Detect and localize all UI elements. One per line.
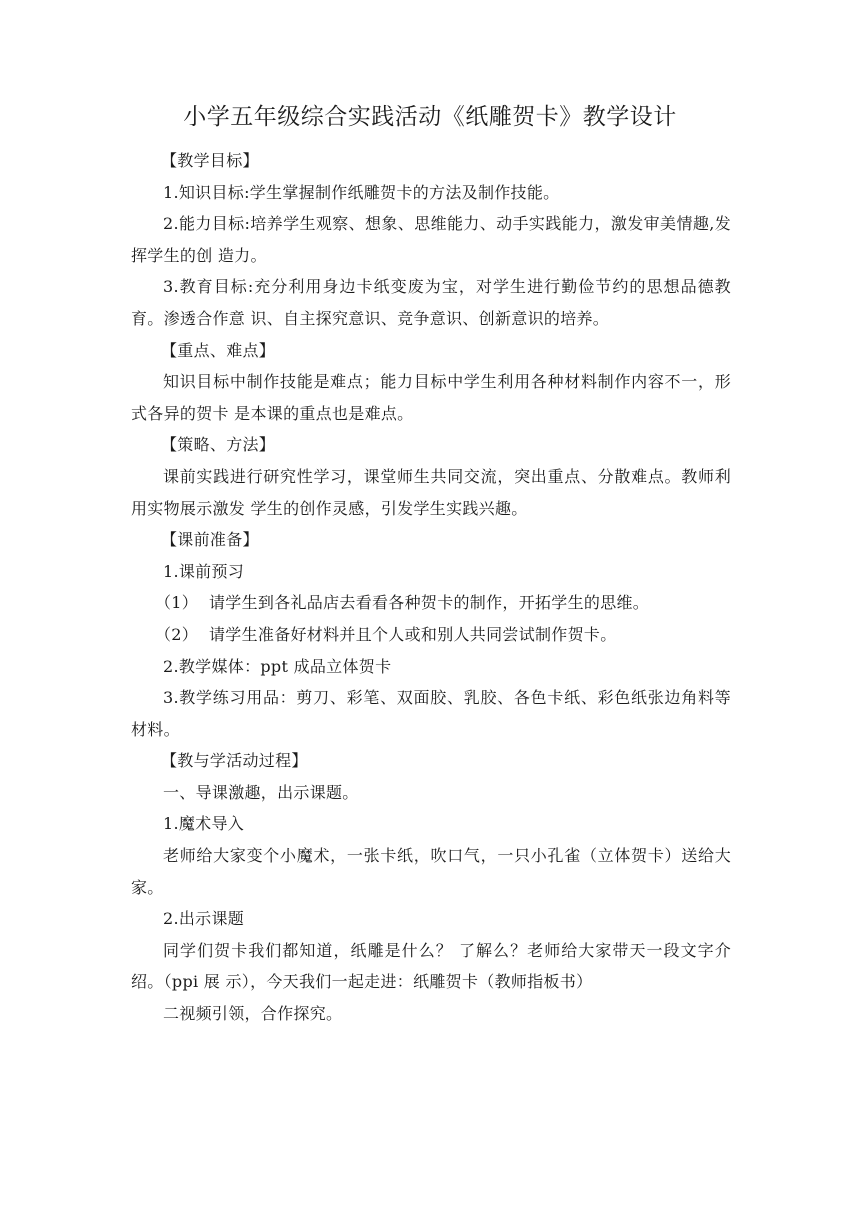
paragraph-prep-2: 2.教学媒体：ppt 成品立体贺卡 (163, 656, 392, 676)
paragraph-prep-1: 1.课前预习 (163, 561, 245, 581)
paragraph-goal-1: 1.知识目标:学生掌握制作纸雕贺卡的方法及制作技能。 (163, 182, 560, 202)
paragraph-strategy: 课前实践进行研究性学习，课堂师生共同交流，突出重点、分散难点。教师利用实物展示激发 学生的创作灵感，引发学生实践兴趣。 (131, 466, 731, 518)
list-item-prep-1a (131, 587, 731, 619)
document-title: 小学五年级综合实践活动《纸雕贺卡》教学设计 (183, 104, 677, 130)
paragraph-process-1-1-text: 老师给大家变个小魔术，一张卡纸，吹口气，一只小孔雀（立体贺卡）送给大家。 (131, 846, 731, 897)
paragraph-process-1: 一、导课激趣，出示课题。 (163, 782, 359, 802)
section-heading-process: 【教与学活动过程】 (161, 751, 308, 771)
list-item-text: 请学生到各礼品店去看看各种贺卡的制作，开拓学生的思维。 (209, 593, 650, 613)
paragraph-process-1-1: 1.魔术导入 (163, 814, 245, 834)
paragraph-key-points: 知识目标中制作技能是难点；能力目标中学生利用各种材料制作内容不一，形式各异的贺卡 是本课的重点也是难点。 (131, 372, 731, 423)
paragraph-prep-3: 3.教学练习用品：剪刀、彩笔、双面胶、乳胶、各色卡纸、彩色纸张边角料等材料。 (131, 688, 731, 739)
paragraph-process-1-2: 2.出示课题 (163, 909, 245, 929)
section-heading-strategy: 【策略、方法】 (161, 435, 276, 455)
paragraph-process-2: 二视频引领，合作探究。 (163, 1004, 343, 1024)
section-heading-preparation: 【课前准备】 (161, 530, 259, 550)
list-item-number: （2） (155, 624, 199, 644)
paragraph-goal-2: 2.能力目标:培养学生观察、想象、思维能力、动手实践能力，激发审美情趣,发挥学生的创 造力。 (131, 214, 731, 265)
section-heading-goals: 【教学目标】 (161, 151, 259, 170)
paragraph-goal-3: 3.教育目标:充分利用身边卡纸变废为宝，对学生进行勤俭节约的思想品德教育。渗透合作意 识、自主探究意识、竞争意识、创新意识的培养。 (131, 277, 731, 328)
section-heading-key-points: 【重点、难点】 (161, 340, 276, 360)
list-item-text: 请学生准备好材料并且个人或和别人共同尝试制作贺卡。 (209, 624, 617, 644)
list-item-prep-1b (131, 619, 731, 651)
document-body (131, 145, 731, 1030)
paragraph-process-1-2-text: 同学们贺卡我们都知道，纸雕是什么？ 了解么？老师给大家带天一段文字介绍。（ppi 展 示），今天我们一起走进：纸雕贺卡（教师指板书） (131, 940, 731, 992)
list-item-number: （1） (155, 593, 199, 613)
